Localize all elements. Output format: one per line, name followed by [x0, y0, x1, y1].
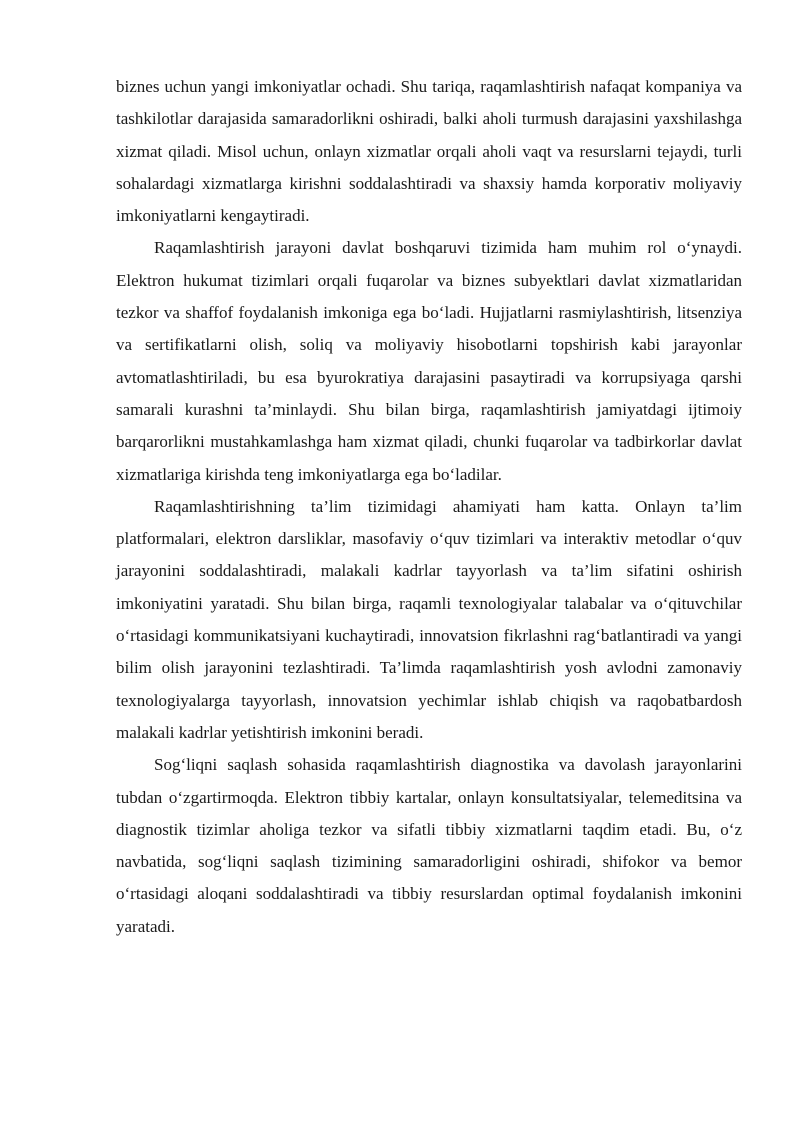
paragraph-education: Raqamlashtirishning ta’lim tizimidagi ahamiyati ham katta. Onlayn ta’lim platformalari, elektron darsliklar, masofaviy o‘quv tizimlari va interaktiv metodlar o‘quv jarayonini soddalashtiradi, malakali kadrlar tayyorlash va ta’lim sifatini oshirish imkoniyatini yaratadi. Shu bilan birga, raqamli texnologiyalar talabalar va o‘qituvchilar o‘rtasidagi kommunikatsiyani kuchaytiradi, innovatsion fikrlashni rag‘batlantiradi va yangi bilim olish jarayonini tezlashtiradi. Ta’limda raqamlashtirish yosh avlodni zamonaviy texnologiyalarga tayyorlash, innovatsion yechimlar ishlab chiqish va raqobatbardosh malakali kadrlar yetishtirish imkonini beradi. [116, 496, 742, 742]
paragraph-government: Raqamlashtirish jarayoni davlat boshqaruvi tizimida ham muhim rol o‘ynaydi. Elektron hukumat tizimlari orqali fuqarolar va biznes subyektlari davlat xizmatlaridan tezkor va shaffof foydalanish imkoniga ega bo‘ladi. Hujjatlarni rasmiylashtirish, litsenziya va sertifikatlarni olish, soliq va moliyaviy hisobotlarni topshirish kabi jarayonlar avtomatlashtiriladi, bu esa byurokratiya darajasini pasaytiradi va korrupsiyaga qarshi samarali kurashni ta’minlaydi. Shu bilan birga, raqamlashtirish jamiyatdagi ijtimoiy barqarorlikni mustahkamlashga ham xizmat qiladi, chunki fuqarolar va tadbirkorlar davlat xizmatlariga kirishda teng imkoniyatlarga ega bo‘ladilar. [116, 238, 742, 484]
paragraph-continuation: biznes uchun yangi imkoniyatlar ochadi. Shu tariqa, raqamlashtirish nafaqat kompaniya va tashkilotlar darajasida samaradorlikni oshiradi, balki aholi turmush darajasini yaxshilashga xizmat qiladi. Misol uchun, onlayn xizmatlar orqali aholi vaqt va resurslarni tejaydi, turli sohalardagi xizmatlarga kirishni soddalashtiradi va shaxsiy hamda korporativ moliyaviy imkoniyatlarni kengaytiradi. [116, 77, 742, 226]
paragraph-healthcare: Sog‘liqni saqlash sohasida raqamlashtirish diagnostika va davolash jarayonlarini tubdan o‘zgartirmoqda. Elektron tibbiy kartalar, onlayn konsultatsiyalar, telemeditsina va diagnostik tizimlar aholiga tezkor va sifatli tibbiy xizmatlarni taqdim etadi. Bu, o‘z navbatida, sog‘liqni saqlash tizimining samaradorligini oshiradi, shifokor va bemor o‘rtasidagi aloqani soddalashtiradi va tibbiy resurslardan optimal foydalanish imkonini yaratadi. [116, 755, 742, 936]
document-page [116, 71, 742, 943]
